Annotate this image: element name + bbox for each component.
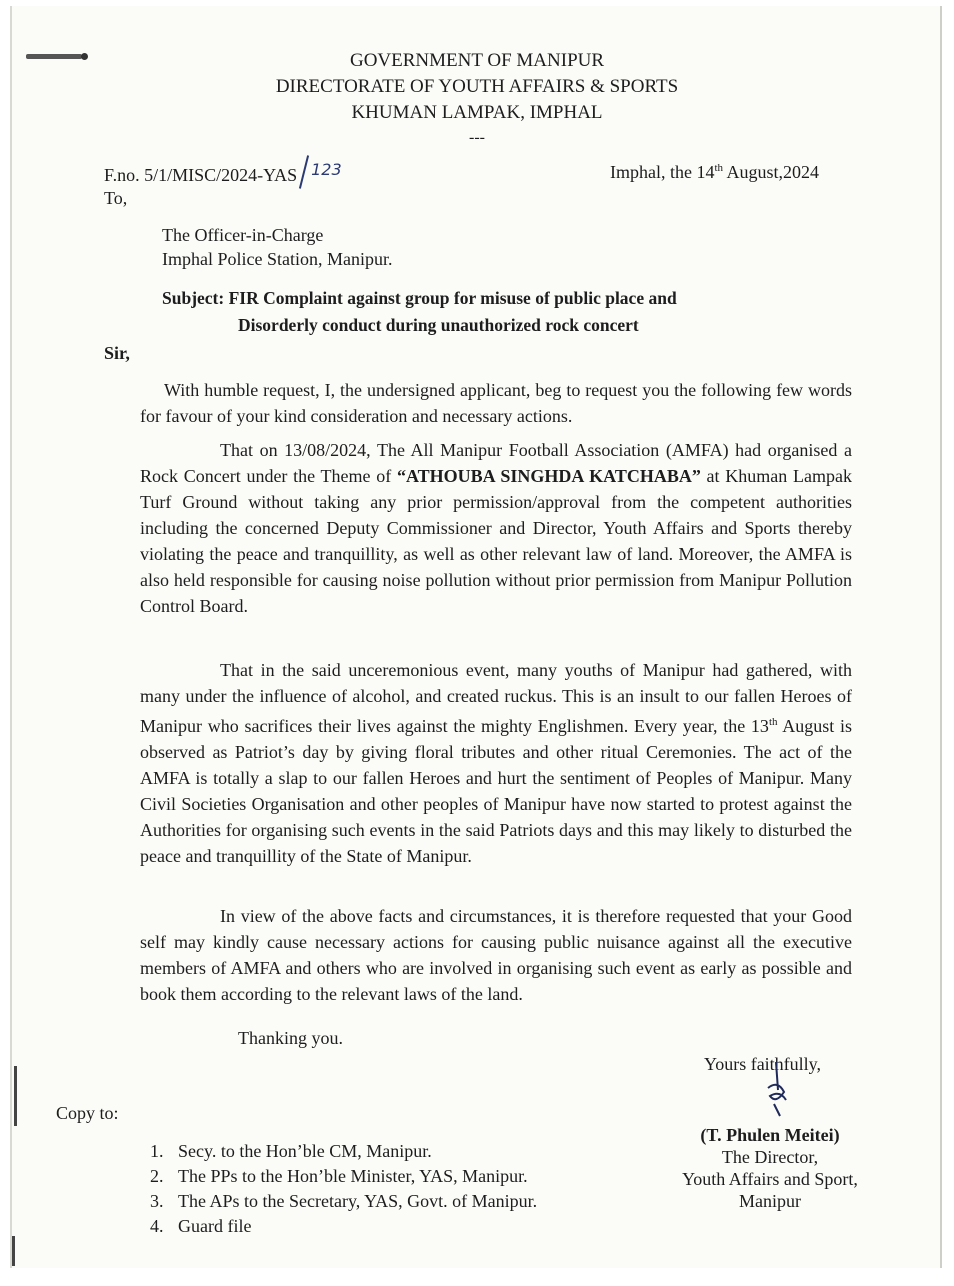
letterhead	[0, 48, 954, 146]
file-number	[104, 155, 342, 189]
paragraph-impact-sup: th	[768, 716, 778, 728]
to-label: To,	[104, 188, 128, 208]
salutation: Sir,	[104, 343, 130, 363]
thanking: Thanking you.	[238, 1028, 343, 1048]
copy-to-list	[150, 1139, 537, 1239]
paragraph-request: With humble request, I, the undersigned applicant, beg to request you the following few words for favour of your kind consideration and necessary actions.	[140, 380, 852, 426]
signatory-name: (T. Phulen Meitei)	[700, 1125, 840, 1145]
copy-to-text: Guard file	[178, 1216, 252, 1236]
edge-mark	[14, 1066, 17, 1126]
date-suffix-sup: th	[714, 162, 724, 174]
letter-page	[10, 6, 942, 1268]
closing: Yours faithfully,	[704, 1054, 822, 1074]
signatory-place: Manipur	[739, 1191, 801, 1211]
copy-to-num: 4.	[150, 1216, 164, 1236]
paragraph-request-action: In view of the above facts and circumstances, it is therefore requested that your Good self may kindly cause necessary actions for causing public nuisance against all the executive members of AMFA and others who are involved in organising such event as early as possible and book them according to the relevant laws of the land.	[140, 906, 852, 1004]
date-prefix: Imphal, the 14	[610, 162, 715, 182]
letter-date	[610, 155, 819, 185]
addressee-line1: The Officer-in-Charge	[162, 225, 324, 245]
concert-theme: “ATHOUBA SINGHDA KATCHABA”	[396, 466, 701, 486]
paragraph-event-text-b: at Khuman Lampak Turf Ground without taking any prior permission/approval from the competent authorities including the concerned Deputy Commissioner and Director, Youth Affairs and Sports thereby violating the peace and tranquillity, as well as other relevant law of land. Moreover, the AMFA is also held responsible for causing noise pollution without prior permission from Manipur Pollution Control Board.	[140, 466, 852, 616]
subject-line1: Subject: FIR Complaint against group for misuse of public place and	[162, 288, 677, 308]
copy-to-num: 1.	[150, 1141, 164, 1161]
copy-to-num: 2.	[150, 1166, 164, 1186]
signatory-title: The Director,	[721, 1147, 819, 1167]
copy-to-item	[150, 1214, 537, 1239]
subject	[162, 285, 677, 339]
paragraph-impact-text-a: That in the said unceremonious event, many youths of Manipur had gathered, with many under the influence of alcohol, and created ruckus. This is an insult to our fallen Heroes of Manipur who sacrifices their lives against the mighty Englishmen. Every year, the 13	[140, 660, 852, 736]
copy-to-item	[150, 1139, 537, 1164]
addressee	[162, 223, 392, 271]
letterhead-dashes: ---	[469, 129, 485, 146]
copy-to-text: Secy. to the Hon’ble CM, Manipur.	[178, 1141, 432, 1161]
file-number-handwritten: 123	[311, 160, 342, 179]
signatory-dept: Youth Affairs and Sport,	[682, 1169, 858, 1189]
subject-line2: Disorderly conduct during unauthorized rock concert	[238, 315, 639, 335]
paragraph-impact-text-b: August is observed as Patriot’s day by giving floral tributes and other ritual Ceremonies. The act of the AMFA is totally a slap to our fallen Heroes and hurt the sentiment of Peoples of Manipur. Many Civil Societies Organisation and other peoples of Manipur have now started to protest against the Authorities for organising such events in the said Patriots days and this may likely to disturbed the peace and tranquillity of the State of Manipur.	[140, 716, 852, 866]
copy-to-label: Copy to:	[56, 1103, 119, 1123]
copy-to-text: The PPs to the Hon’ble Minister, YAS, Manipur.	[178, 1166, 528, 1186]
copy-to-text: The APs to the Secretary, YAS, Govt. of Manipur.	[178, 1191, 538, 1211]
letterhead-government: GOVERNMENT OF MANIPUR	[349, 50, 605, 71]
signatory-block	[660, 1124, 880, 1212]
file-number-text: F.no. 5/1/MISC/2024-YAS	[104, 165, 298, 185]
signature-mark	[758, 1060, 798, 1120]
copy-to-item	[150, 1164, 537, 1189]
handwritten-slash	[299, 155, 309, 188]
paragraph-event-text-a: That on 13/08/2024, The All Manipur Football Association (AMFA) had organised a Rock Concert under the Theme of	[140, 440, 852, 486]
copy-to-item	[150, 1189, 537, 1214]
letterhead-address: KHUMAN LAMPAK, IMPHAL	[351, 102, 603, 123]
copy-to-num: 3.	[150, 1191, 164, 1211]
paragraph-impact	[140, 657, 852, 869]
paragraph-event	[140, 437, 852, 619]
addressee-line2: Imphal Police Station, Manipur.	[162, 249, 393, 269]
edge-mark-lower	[12, 1236, 15, 1266]
date-month-year: August,2024	[723, 162, 820, 182]
letterhead-directorate: DIRECTORATE OF YOUTH AFFAIRS & SPORTS	[275, 76, 679, 97]
